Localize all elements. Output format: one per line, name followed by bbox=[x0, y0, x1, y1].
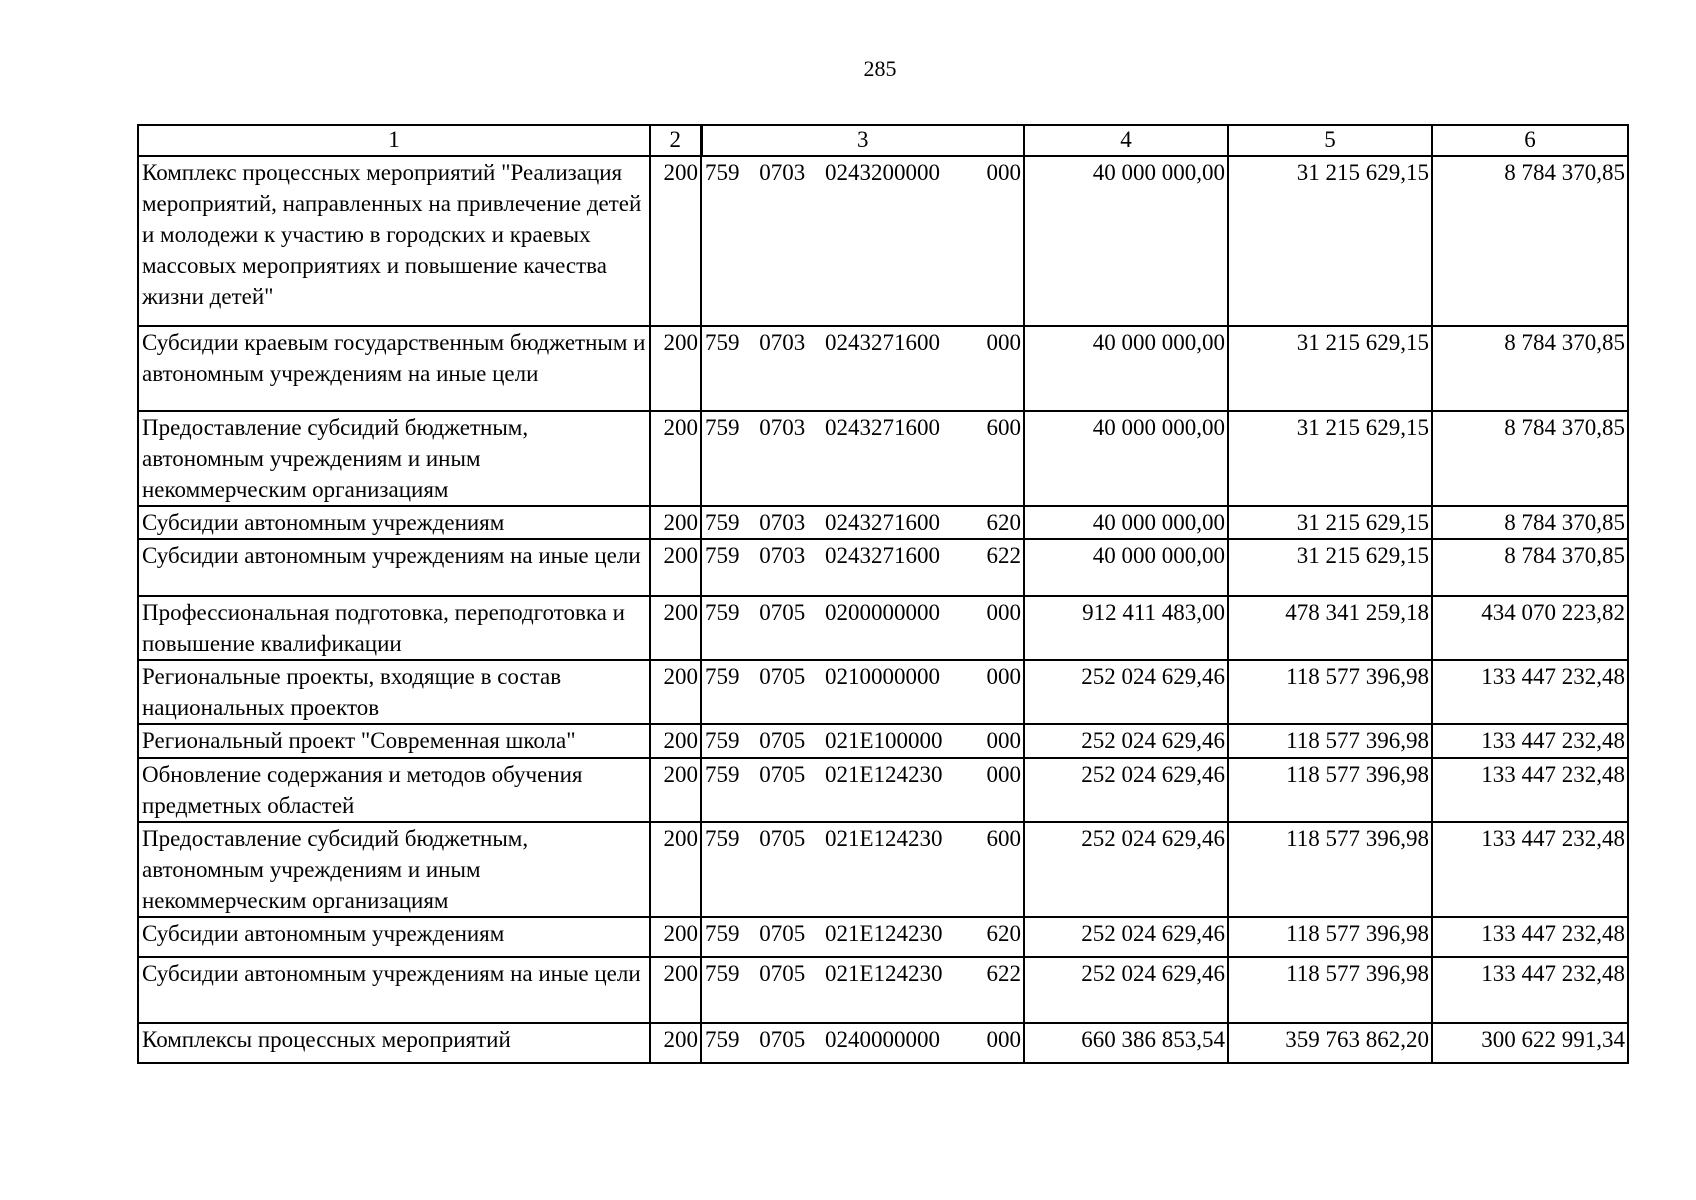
codes-left-group bbox=[705, 759, 957, 790]
expense-type-code: 600 bbox=[986, 826, 1021, 851]
classification-codes bbox=[705, 327, 1021, 358]
classification-codes bbox=[705, 540, 1021, 571]
row-amount-6-cell: 133 447 232,48 bbox=[1432, 724, 1628, 758]
row-code-3-cell bbox=[701, 1023, 1024, 1063]
target-article-code: 021E124230 bbox=[825, 762, 943, 787]
section-code: 0703 bbox=[759, 330, 806, 355]
row-amount-6-cell: 8 784 370,85 bbox=[1432, 506, 1628, 539]
row-name-cell: Комплексы процессных мероприятий bbox=[138, 1023, 650, 1063]
section-code: 0703 bbox=[759, 160, 806, 185]
row-amount-4-cell: 40 000 000,00 bbox=[1024, 411, 1228, 506]
row-code-3-cell bbox=[701, 660, 1024, 724]
table-row bbox=[138, 156, 1628, 326]
target-article-code: 0210000000 bbox=[825, 664, 940, 689]
target-article-code: 021E100000 bbox=[825, 728, 943, 753]
column-header-2: 2 bbox=[650, 125, 701, 156]
row-amount-4-cell: 252 024 629,46 bbox=[1024, 758, 1228, 822]
row-amount-6-cell: 434 070 223,82 bbox=[1432, 596, 1628, 660]
classification-codes bbox=[705, 1024, 1021, 1055]
row-amount-6-cell: 133 447 232,48 bbox=[1432, 957, 1628, 1023]
row-name-cell: Субсидии автономным учреждениям bbox=[138, 506, 650, 539]
department-code: 759 bbox=[705, 762, 740, 787]
expense-type-code: 000 bbox=[986, 1027, 1021, 1052]
expense-type-code: 000 bbox=[986, 728, 1021, 753]
row-amount-6-cell: 8 784 370,85 bbox=[1432, 156, 1628, 326]
expense-type-code: 000 bbox=[986, 762, 1021, 787]
section-code: 0705 bbox=[759, 1027, 806, 1052]
target-article-code: 0243271600 bbox=[825, 510, 940, 535]
classification-codes bbox=[705, 412, 1021, 443]
row-code-3-cell bbox=[701, 724, 1024, 758]
target-article-code: 021E124230 bbox=[825, 826, 943, 851]
column-header-3: 3 bbox=[701, 125, 1024, 156]
row-code-3-cell bbox=[701, 539, 1024, 596]
row-amount-5-cell: 118 577 396,98 bbox=[1228, 957, 1432, 1023]
row-code-3-cell bbox=[701, 411, 1024, 506]
expense-type-code: 000 bbox=[986, 664, 1021, 689]
row-name-cell: Обновление содержания и методов обучения предметных областей bbox=[138, 758, 650, 822]
table-row bbox=[138, 1023, 1628, 1063]
expense-type-code: 000 bbox=[986, 160, 1021, 185]
target-article-code: 0243271600 bbox=[825, 330, 940, 355]
row-amount-4-cell: 40 000 000,00 bbox=[1024, 156, 1228, 326]
department-code: 759 bbox=[705, 600, 740, 625]
row-amount-6-cell: 133 447 232,48 bbox=[1432, 917, 1628, 957]
section-code: 0703 bbox=[759, 510, 806, 535]
row-amount-5-cell: 118 577 396,98 bbox=[1228, 660, 1432, 724]
row-name-cell: Субсидии автономным учреждениям на иные цели bbox=[138, 539, 650, 596]
expense-type-code: 622 bbox=[986, 543, 1021, 568]
section-code: 0705 bbox=[759, 762, 806, 787]
row-amount-5-cell: 118 577 396,98 bbox=[1228, 758, 1432, 822]
row-code-2-cell: 200 bbox=[650, 411, 701, 506]
row-amount-5-cell: 31 215 629,15 bbox=[1228, 539, 1432, 596]
row-amount-4-cell: 40 000 000,00 bbox=[1024, 326, 1228, 411]
target-article-code: 0200000000 bbox=[825, 600, 940, 625]
department-code: 759 bbox=[705, 728, 740, 753]
row-amount-6-cell: 133 447 232,48 bbox=[1432, 758, 1628, 822]
row-code-3-cell bbox=[701, 822, 1024, 917]
row-amount-5-cell: 31 215 629,15 bbox=[1228, 411, 1432, 506]
section-code: 0705 bbox=[759, 826, 806, 851]
row-amount-5-cell: 31 215 629,15 bbox=[1228, 326, 1432, 411]
codes-left-group bbox=[705, 597, 954, 628]
department-code: 759 bbox=[705, 1027, 740, 1052]
department-code: 759 bbox=[705, 543, 740, 568]
row-code-3-cell bbox=[701, 326, 1024, 411]
target-article-code: 0243271600 bbox=[825, 415, 940, 440]
row-name-cell: Субсидии автономным учреждениям bbox=[138, 917, 650, 957]
row-amount-6-cell: 300 622 991,34 bbox=[1432, 1023, 1628, 1063]
row-name-cell: Комплекс процессных мероприятий "Реализация мероприятий, направленных на привлечение детей и молодежи к участию в городских и краевых массовых мероприятиях и повышение качества жизни детей" bbox=[138, 156, 650, 326]
codes-left-group bbox=[705, 661, 954, 692]
classification-codes bbox=[705, 661, 1021, 692]
column-header-6: 6 bbox=[1432, 125, 1628, 156]
department-code: 759 bbox=[705, 921, 740, 946]
row-amount-4-cell: 40 000 000,00 bbox=[1024, 539, 1228, 596]
table-row bbox=[138, 326, 1628, 411]
row-code-2-cell: 200 bbox=[650, 539, 701, 596]
row-amount-5-cell: 478 341 259,18 bbox=[1228, 596, 1432, 660]
column-header-4: 4 bbox=[1024, 125, 1228, 156]
table-row bbox=[138, 822, 1628, 917]
row-name-cell: Субсидии краевым государственным бюджетным и автономным учреждениям на иные цели bbox=[138, 326, 650, 411]
row-amount-5-cell: 359 763 862,20 bbox=[1228, 1023, 1432, 1063]
table-header-row bbox=[138, 125, 1628, 156]
row-name-cell: Региональные проекты, входящие в состав национальных проектов bbox=[138, 660, 650, 724]
row-name-cell: Предоставление субсидий бюджетным, автономным учреждениям и иным некоммерческим организациям bbox=[138, 411, 650, 506]
row-code-2-cell: 200 bbox=[650, 724, 701, 758]
codes-left-group bbox=[705, 540, 954, 571]
row-code-3-cell bbox=[701, 917, 1024, 957]
row-name-cell: Профессиональная подготовка, переподготовка и повышение квалификации bbox=[138, 596, 650, 660]
row-code-3-cell bbox=[701, 506, 1024, 539]
row-amount-6-cell: 133 447 232,48 bbox=[1432, 822, 1628, 917]
target-article-code: 0240000000 bbox=[825, 1027, 940, 1052]
row-code-2-cell: 200 bbox=[650, 156, 701, 326]
classification-codes bbox=[705, 918, 1021, 949]
expense-type-code: 620 bbox=[986, 510, 1021, 535]
table-row bbox=[138, 724, 1628, 758]
row-code-2-cell: 200 bbox=[650, 957, 701, 1023]
row-name-cell: Региональный проект "Современная школа" bbox=[138, 724, 650, 758]
row-amount-4-cell: 252 024 629,46 bbox=[1024, 724, 1228, 758]
expense-type-code: 600 bbox=[986, 415, 1021, 440]
row-amount-6-cell: 8 784 370,85 bbox=[1432, 326, 1628, 411]
row-amount-6-cell: 133 447 232,48 bbox=[1432, 660, 1628, 724]
section-code: 0705 bbox=[759, 728, 806, 753]
classification-codes bbox=[705, 823, 1021, 854]
row-code-2-cell: 200 bbox=[650, 326, 701, 411]
row-amount-4-cell: 252 024 629,46 bbox=[1024, 957, 1228, 1023]
table-body bbox=[138, 156, 1628, 1063]
budget-table bbox=[137, 124, 1629, 1064]
row-amount-4-cell: 912 411 483,00 bbox=[1024, 596, 1228, 660]
row-code-2-cell: 200 bbox=[650, 917, 701, 957]
codes-left-group bbox=[705, 412, 954, 443]
section-code: 0705 bbox=[759, 600, 806, 625]
row-code-3-cell bbox=[701, 596, 1024, 660]
row-amount-5-cell: 118 577 396,98 bbox=[1228, 822, 1432, 917]
row-amount-4-cell: 252 024 629,46 bbox=[1024, 822, 1228, 917]
target-article-code: 0243200000 bbox=[825, 160, 940, 185]
target-article-code: 021E124230 bbox=[825, 921, 943, 946]
row-amount-6-cell: 8 784 370,85 bbox=[1432, 539, 1628, 596]
expense-type-code: 000 bbox=[986, 330, 1021, 355]
row-name-cell: Субсидии автономным учреждениям на иные цели bbox=[138, 957, 650, 1023]
classification-codes bbox=[705, 958, 1021, 989]
row-code-3-cell bbox=[701, 957, 1024, 1023]
table-row bbox=[138, 506, 1628, 539]
classification-codes bbox=[705, 725, 1021, 756]
row-code-3-cell bbox=[701, 156, 1024, 326]
codes-left-group bbox=[705, 157, 954, 188]
codes-left-group bbox=[705, 507, 954, 538]
expense-type-code: 620 bbox=[986, 921, 1021, 946]
row-amount-4-cell: 660 386 853,54 bbox=[1024, 1023, 1228, 1063]
codes-left-group bbox=[705, 725, 957, 756]
column-header-1: 1 bbox=[138, 125, 650, 156]
row-amount-6-cell: 8 784 370,85 bbox=[1432, 411, 1628, 506]
department-code: 759 bbox=[705, 510, 740, 535]
department-code: 759 bbox=[705, 330, 740, 355]
row-name-cell: Предоставление субсидий бюджетным, автономным учреждениям и иным некоммерческим организациям bbox=[138, 822, 650, 917]
section-code: 0703 bbox=[759, 415, 806, 440]
row-amount-5-cell: 118 577 396,98 bbox=[1228, 917, 1432, 957]
row-code-2-cell: 200 bbox=[650, 660, 701, 724]
row-code-2-cell: 200 bbox=[650, 758, 701, 822]
section-code: 0703 bbox=[759, 543, 806, 568]
department-code: 759 bbox=[705, 961, 740, 986]
page-number: 285 bbox=[863, 56, 897, 81]
row-code-2-cell: 200 bbox=[650, 506, 701, 539]
department-code: 759 bbox=[705, 160, 740, 185]
codes-left-group bbox=[705, 958, 957, 989]
target-article-code: 0243271600 bbox=[825, 543, 940, 568]
classification-codes bbox=[705, 759, 1021, 790]
department-code: 759 bbox=[705, 415, 740, 440]
row-code-2-cell: 200 bbox=[650, 1023, 701, 1063]
classification-codes bbox=[705, 597, 1021, 628]
codes-left-group bbox=[705, 327, 954, 358]
section-code: 0705 bbox=[759, 961, 806, 986]
department-code: 759 bbox=[705, 826, 740, 851]
row-amount-5-cell: 118 577 396,98 bbox=[1228, 724, 1432, 758]
table-row bbox=[138, 957, 1628, 1023]
section-code: 0705 bbox=[759, 664, 806, 689]
row-code-3-cell bbox=[701, 758, 1024, 822]
expense-type-code: 000 bbox=[986, 600, 1021, 625]
table-row bbox=[138, 758, 1628, 822]
table-row bbox=[138, 917, 1628, 957]
codes-left-group bbox=[705, 1024, 954, 1055]
codes-left-group bbox=[705, 823, 957, 854]
row-code-2-cell: 200 bbox=[650, 822, 701, 917]
row-amount-5-cell: 31 215 629,15 bbox=[1228, 156, 1432, 326]
row-amount-4-cell: 252 024 629,46 bbox=[1024, 660, 1228, 724]
table-row bbox=[138, 596, 1628, 660]
expense-type-code: 622 bbox=[986, 961, 1021, 986]
classification-codes bbox=[705, 507, 1021, 538]
row-amount-4-cell: 252 024 629,46 bbox=[1024, 917, 1228, 957]
classification-codes bbox=[705, 157, 1021, 188]
table-row bbox=[138, 660, 1628, 724]
table-row bbox=[138, 539, 1628, 596]
row-code-2-cell: 200 bbox=[650, 596, 701, 660]
table-row bbox=[138, 411, 1628, 506]
codes-left-group bbox=[705, 918, 957, 949]
row-amount-5-cell: 31 215 629,15 bbox=[1228, 506, 1432, 539]
row-amount-4-cell: 40 000 000,00 bbox=[1024, 506, 1228, 539]
department-code: 759 bbox=[705, 664, 740, 689]
section-code: 0705 bbox=[759, 921, 806, 946]
target-article-code: 021E124230 bbox=[825, 961, 943, 986]
column-header-5: 5 bbox=[1228, 125, 1432, 156]
